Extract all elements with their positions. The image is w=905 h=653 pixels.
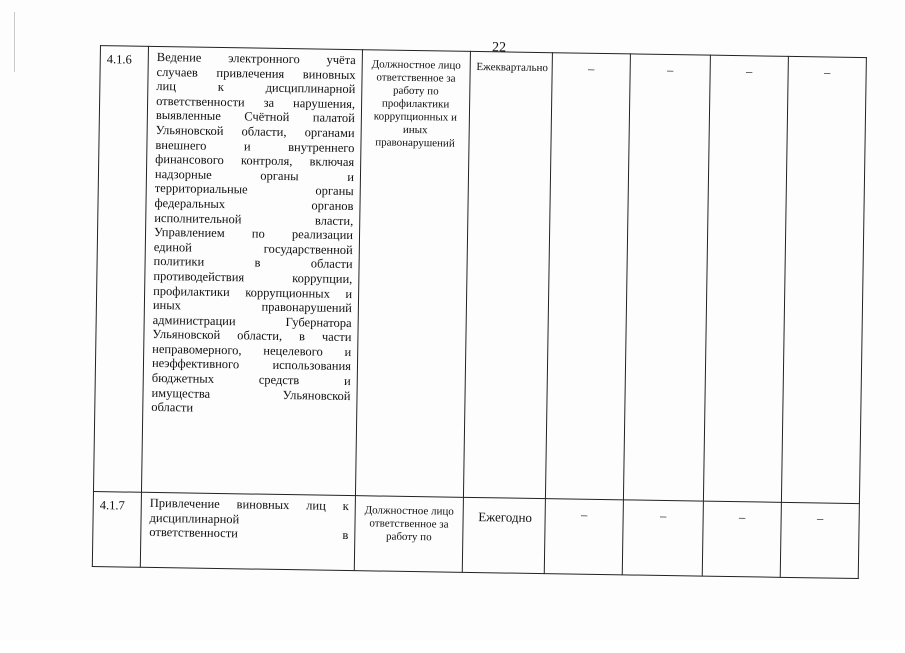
description-line: неправомерного, нецелевого и xyxy=(152,341,352,359)
description-line: области xyxy=(151,400,194,415)
description-line: федеральных органов xyxy=(154,195,354,214)
table-row xyxy=(93,46,866,504)
value-cell: – xyxy=(702,501,781,577)
value-cell: – xyxy=(703,55,788,502)
responsible-person: Должностное лицо ответственное за работу по профилактики коррупционных и иных правонарушений xyxy=(355,50,470,498)
frequency: Ежеквартально xyxy=(463,51,552,498)
description-line: Привлечение виновных лиц к xyxy=(149,495,349,514)
description-line: противодействия коррупции, xyxy=(153,268,353,286)
row-description xyxy=(140,492,355,570)
measures-table xyxy=(92,45,867,579)
description-line: внешнего и внутреннего xyxy=(155,137,355,155)
description-line: дисциплинарной xyxy=(149,510,240,526)
page-number: 22 xyxy=(491,40,507,56)
description-line: Ульяновской области, в части xyxy=(152,327,352,345)
description-line: случаев привлечения виновных xyxy=(156,64,356,82)
description-line: иных правонарушений xyxy=(152,298,353,316)
description-line: единой государственной xyxy=(153,239,353,257)
description-line: выявленные Счётной палатой xyxy=(155,108,355,126)
value-cell: – xyxy=(623,54,710,501)
description-line: исполнительной власти, xyxy=(154,210,354,228)
description-line: неэффективного использования xyxy=(151,356,352,374)
description-line: Управлением по реализации xyxy=(153,225,354,243)
description-line: территориальные органы xyxy=(154,181,354,199)
value-cell: – xyxy=(545,53,630,500)
responsible-person: Должностное лицо ответственное за работу по xyxy=(354,496,463,573)
row-number: 4.1.6 xyxy=(93,46,148,493)
table-row xyxy=(92,492,859,579)
description-line: Ульяновской области, органами xyxy=(155,122,355,141)
description-line: профилактики коррупционных и xyxy=(153,283,353,301)
description-line: бюджетных средств и xyxy=(151,370,351,389)
description-line: имущества Ульяновской xyxy=(151,385,351,403)
value-cell: – xyxy=(622,500,703,576)
description-line: ответственности за нарушения, xyxy=(156,93,356,111)
description-line: лиц к дисциплинарной xyxy=(156,79,356,97)
value-cell: – xyxy=(780,502,859,578)
value-cell: – xyxy=(781,56,866,503)
description-line: ответственности в xyxy=(149,525,349,543)
description-line: администрации Губернатора xyxy=(152,312,352,330)
description-line: надзорные органы и xyxy=(154,166,355,184)
value-cell: – xyxy=(544,499,623,575)
row-number: 4.1.7 xyxy=(92,492,141,568)
description-line: финансового контроля, включая xyxy=(155,152,355,170)
row-description xyxy=(141,46,362,495)
description-line: Ведение электронного учёта xyxy=(156,49,356,68)
frequency: Ежегодно xyxy=(462,497,545,573)
description-line: политики в области xyxy=(153,254,353,272)
